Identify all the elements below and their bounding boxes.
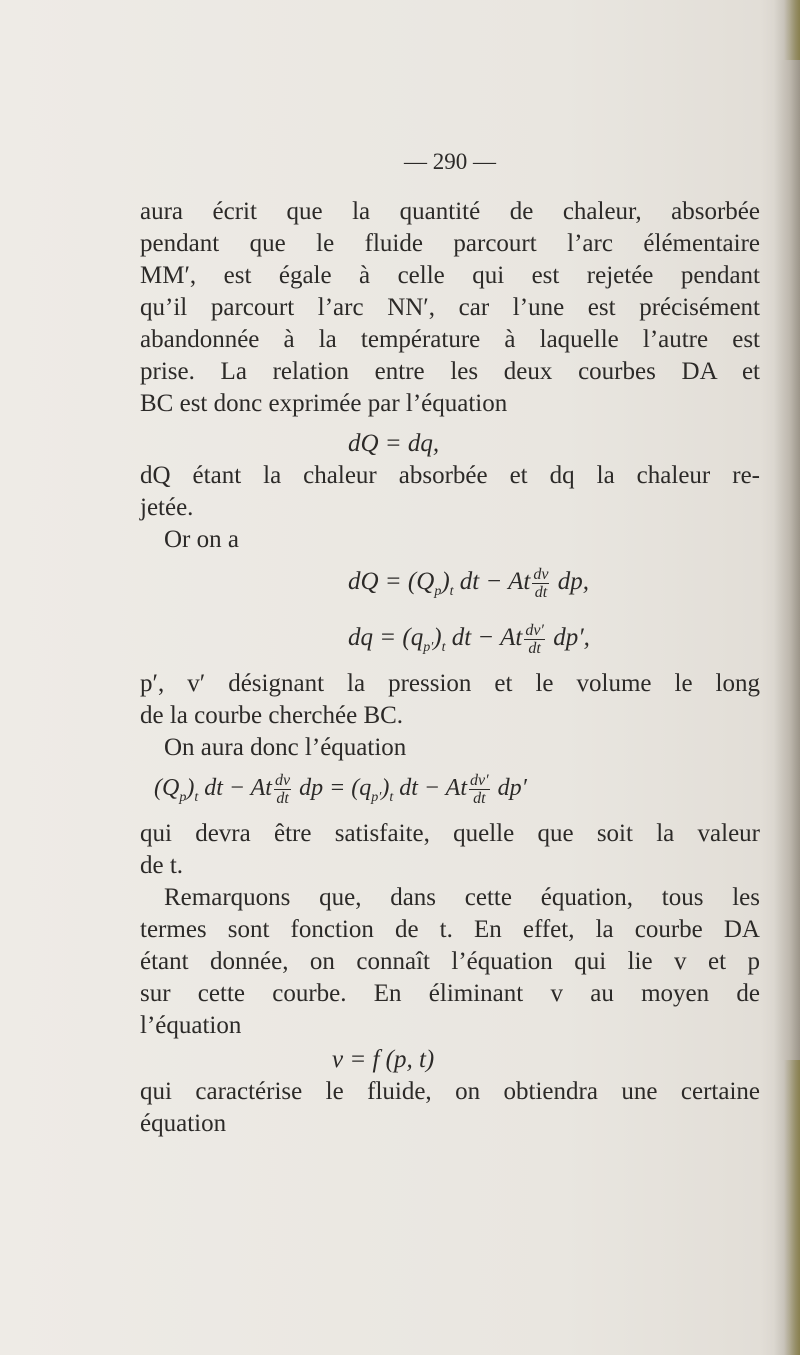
text-line: de t. [140,852,184,879]
paragraph-7 [140,882,760,1042]
fraction: $\frac{dv}{dt}$ [274,772,291,807]
edge-stain-top [784,0,800,60]
text-line: l’équation [140,1012,242,1039]
text-line: MM′, est égale à celle qui est rejetée pendant [140,262,760,289]
text-line: de la courbe cherchée BC. [140,702,404,729]
text-line: On aura donc l’équation [164,734,407,761]
paragraph-4 [140,668,760,732]
text-line: qu’il parcourt l’arc NN′, car l’une est précisément [140,294,760,321]
text-line: jetée. [140,494,194,521]
text-line: Remarquons que, dans cette équation, tous les [164,884,760,911]
text-line: prise. La relation entre les deux courbes DA et [140,358,760,385]
equation-3: dq = $(q_{p'})_t$ dt − At $\frac{dv'}{dt}$ dp′, [348,622,590,657]
equation-1: dQ = dq, [348,430,440,457]
page-number-header: — 290 — [404,149,496,174]
text-line: aura écrit que la quantité de chaleur, absorbée [140,198,760,225]
paragraph-2 [140,460,760,524]
text-line: dQ étant la chaleur absorbée et dq la chaleur re- [140,462,760,489]
text-line: sur cette courbe. En éliminant v au moyen de [140,980,760,1007]
text-line: équation [140,1110,227,1137]
text-line: étant donnée, on connaît l’équation qui lie v et p [140,948,760,975]
text-line: p′, v′ désignant la pression et le volume le long [140,670,760,697]
fraction: $\frac{dv'}{dt}$ [525,622,544,657]
paragraph-3 [140,524,760,556]
text-line: abandonnée à la température à laquelle l’autre est [140,326,760,353]
text-line: Or on a [164,526,239,553]
fraction: $\frac{dv}{dt}$ [533,566,549,601]
text-line: qui caractérise le fluide, on obtiendra une certaine [140,1078,760,1105]
edge-stain-bottom [784,1060,800,1355]
paragraph-1 [140,196,760,420]
equation-5: v = f (p, t) [332,1046,435,1073]
text-line: BC est donc exprimée par l’équation [140,390,508,417]
paragraph-5 [140,732,760,764]
text-line: qui devra être satisfaite, quelle que soit la valeur [140,820,760,847]
fraction: $\frac{dv'}{dt}$ [470,772,489,807]
equation-2: dQ = $(Q_p)_t$ dt − At $\frac{dv}{dt}$ dp, [348,566,589,601]
paragraph-8 [140,1076,760,1140]
equation-4: $(Q_p)_t$ dt − At $\frac{dv}{dt}$ dp = $(q_{p'})_t$ dt − At $\frac{dv'}{dt}$ dp′ [154,772,527,807]
text-line: pendant que le fluide parcourt l’arc élémentaire [140,230,760,257]
text-line: termes sont fonction de t. En effet, la courbe DA [140,916,760,943]
paragraph-6 [140,818,760,882]
